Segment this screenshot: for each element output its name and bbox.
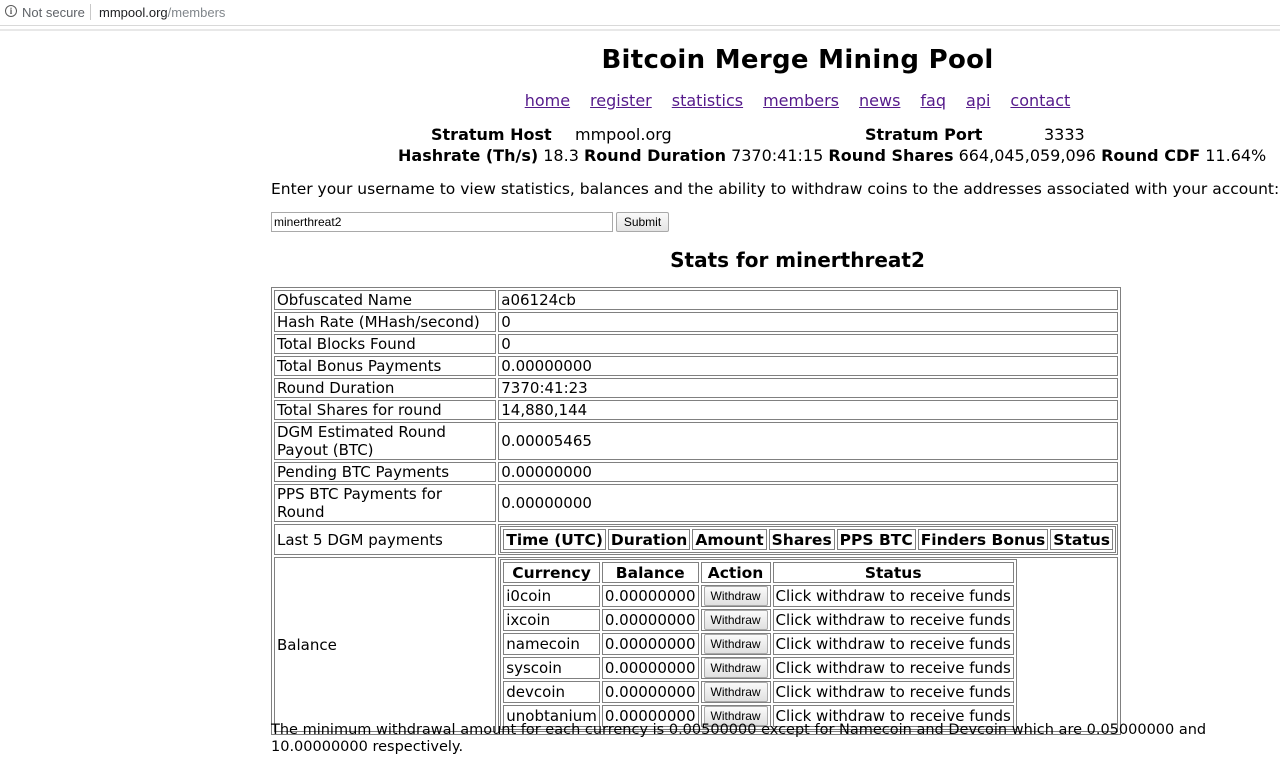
withdraw-button[interactable]: Withdraw xyxy=(704,706,768,726)
balance-row xyxy=(503,633,1014,655)
currency-name: ixcoin xyxy=(503,609,600,631)
stats-table xyxy=(271,287,1121,735)
row-value: 0.00000000 xyxy=(498,462,1118,482)
row-value: 0.00000000 xyxy=(498,356,1118,376)
hashrate-value: 18.3 xyxy=(543,146,579,165)
column-header: Time (UTC) xyxy=(503,529,606,550)
balance-row xyxy=(503,681,1014,703)
nav-faq[interactable]: faq xyxy=(920,91,947,110)
column-header: Finders Bonus xyxy=(918,529,1049,550)
column-header: Status xyxy=(773,562,1014,583)
withdrawal-footnote: The minimum withdrawal amount for each currency is 0.00500000 except for Namecoin and Devcoin which are 0.05000000 and 10.00000000 respectively. xyxy=(271,722,1207,755)
table-row xyxy=(274,422,1118,460)
column-header: Duration xyxy=(608,529,690,550)
withdraw-button[interactable]: Withdraw xyxy=(704,658,768,678)
currency-balance: 0.00000000 xyxy=(602,705,699,727)
page-top-divider xyxy=(0,29,1280,31)
row-label: PPS BTC Payments for Round xyxy=(274,484,496,522)
column-header: Currency xyxy=(503,562,600,583)
row-value: 0.00005465 xyxy=(498,422,1118,460)
withdraw-status: Click withdraw to receive funds xyxy=(773,633,1014,655)
row-value: 7370:41:23 xyxy=(498,378,1118,398)
stats-heading: Stats for minerthreat2 xyxy=(670,248,925,272)
pool-stratum-port xyxy=(865,125,982,144)
table-row xyxy=(274,356,1118,376)
row-label: Total Bonus Payments xyxy=(274,356,496,376)
column-header: PPS BTC xyxy=(837,529,916,550)
nav-contact[interactable]: contact xyxy=(1010,91,1071,110)
withdraw-status: Click withdraw to receive funds xyxy=(773,585,1014,607)
column-header: Balance xyxy=(602,562,699,583)
round-shares-label: Round Shares xyxy=(828,146,954,165)
address-bar[interactable] xyxy=(0,0,1280,26)
withdraw-status: Click withdraw to receive funds xyxy=(773,681,1014,703)
row-label: Round Duration xyxy=(274,378,496,398)
round-shares-value: 664,045,059,096 xyxy=(958,146,1096,165)
currency-balance: 0.00000000 xyxy=(602,585,699,607)
table-row xyxy=(274,312,1118,332)
withdraw-button[interactable]: Withdraw xyxy=(704,634,768,654)
row-label: Hash Rate (MHash/second) xyxy=(274,312,496,332)
main-nav xyxy=(270,91,1280,110)
hashrate-label: Hashrate (Th/s) xyxy=(398,146,539,165)
submit-button[interactable]: Submit xyxy=(616,212,669,232)
row-value: 0.00000000 xyxy=(498,484,1118,522)
url-text[interactable] xyxy=(99,5,225,20)
info-icon[interactable]: i xyxy=(5,5,17,17)
action-cell xyxy=(701,657,771,679)
withdraw-status: Click withdraw to receive funds xyxy=(773,657,1014,679)
dgm-label: Last 5 DGM payments xyxy=(274,524,496,555)
nav-members[interactable]: members xyxy=(763,91,840,110)
table-row xyxy=(274,334,1118,354)
balance-cell xyxy=(498,557,1118,732)
site-title: Bitcoin Merge Mining Pool xyxy=(601,45,994,75)
currency-balance: 0.00000000 xyxy=(602,609,699,631)
nav-api[interactable]: api xyxy=(966,91,991,110)
pool-stats-line xyxy=(398,146,1266,165)
stratum-host-label: Stratum Host xyxy=(431,125,552,144)
url-path: /members xyxy=(167,5,226,20)
table-row xyxy=(274,524,1118,555)
nav-home[interactable]: home xyxy=(524,91,571,110)
divider xyxy=(90,4,91,20)
action-cell xyxy=(701,681,771,703)
column-header: Shares xyxy=(769,529,835,550)
table-row xyxy=(274,378,1118,398)
row-label: Total Blocks Found xyxy=(274,334,496,354)
nav-news[interactable]: news xyxy=(859,91,901,110)
row-value: 0 xyxy=(498,312,1118,332)
table-row xyxy=(274,462,1118,482)
stratum-port-label: Stratum Port xyxy=(865,125,983,144)
currency-balance: 0.00000000 xyxy=(602,681,699,703)
table-row xyxy=(274,290,1118,310)
balance-row xyxy=(503,609,1014,631)
username-input[interactable] xyxy=(271,212,613,232)
table-row xyxy=(274,557,1118,732)
row-label: Pending BTC Payments xyxy=(274,462,496,482)
balance-row xyxy=(503,657,1014,679)
round-duration-value: 7370:41:15 xyxy=(731,146,824,165)
action-cell xyxy=(701,609,771,631)
row-value: 0 xyxy=(498,334,1118,354)
currency-name: namecoin xyxy=(503,633,600,655)
column-header: Status xyxy=(1050,529,1113,550)
nav-register[interactable]: register xyxy=(590,91,652,110)
currency-name: syscoin xyxy=(503,657,600,679)
withdraw-button[interactable]: Withdraw xyxy=(704,610,768,630)
balance-table xyxy=(500,559,1017,730)
column-header: Action xyxy=(701,562,771,583)
balance-row xyxy=(503,585,1014,607)
action-cell xyxy=(701,585,771,607)
row-value: a06124cb xyxy=(498,290,1118,310)
action-cell xyxy=(701,633,771,655)
table-row xyxy=(274,400,1118,420)
row-label: Total Shares for round xyxy=(274,400,496,420)
withdraw-button[interactable]: Withdraw xyxy=(704,586,768,606)
row-value: 14,880,144 xyxy=(498,400,1118,420)
withdraw-status: Click withdraw to receive funds xyxy=(773,705,1014,727)
username-prompt: Enter your username to view statistics, balances and the ability to withdraw coins to the addresses associated with your account: xyxy=(271,180,1280,198)
currency-name: devcoin xyxy=(503,681,600,703)
withdraw-status: Click withdraw to receive funds xyxy=(773,609,1014,631)
nav-statistics[interactable]: statistics xyxy=(671,91,744,110)
column-header: Amount xyxy=(692,529,766,550)
round-cdf-label: Round CDF xyxy=(1101,146,1201,165)
currency-name: unobtanium xyxy=(503,705,600,727)
round-duration-label: Round Duration xyxy=(583,146,726,165)
row-label: DGM Estimated Round Payout (BTC) xyxy=(274,422,496,460)
dgm-cell xyxy=(498,524,1118,555)
stratum-host-value: mmpool.org xyxy=(575,125,672,144)
dgm-payments-table xyxy=(500,526,1116,553)
url-host: mmpool.org xyxy=(99,5,168,20)
stratum-port-value: 3333 xyxy=(1044,125,1085,144)
currency-balance: 0.00000000 xyxy=(602,633,699,655)
table-row xyxy=(274,484,1118,522)
row-label: Obfuscated Name xyxy=(274,290,496,310)
balance-label: Balance xyxy=(274,557,496,732)
security-label[interactable]: Not secure xyxy=(22,5,85,20)
withdraw-button[interactable]: Withdraw xyxy=(704,682,768,702)
pool-stratum-host xyxy=(431,125,552,144)
currency-balance: 0.00000000 xyxy=(602,657,699,679)
currency-name: i0coin xyxy=(503,585,600,607)
round-cdf-value: 11.64% xyxy=(1205,146,1267,165)
